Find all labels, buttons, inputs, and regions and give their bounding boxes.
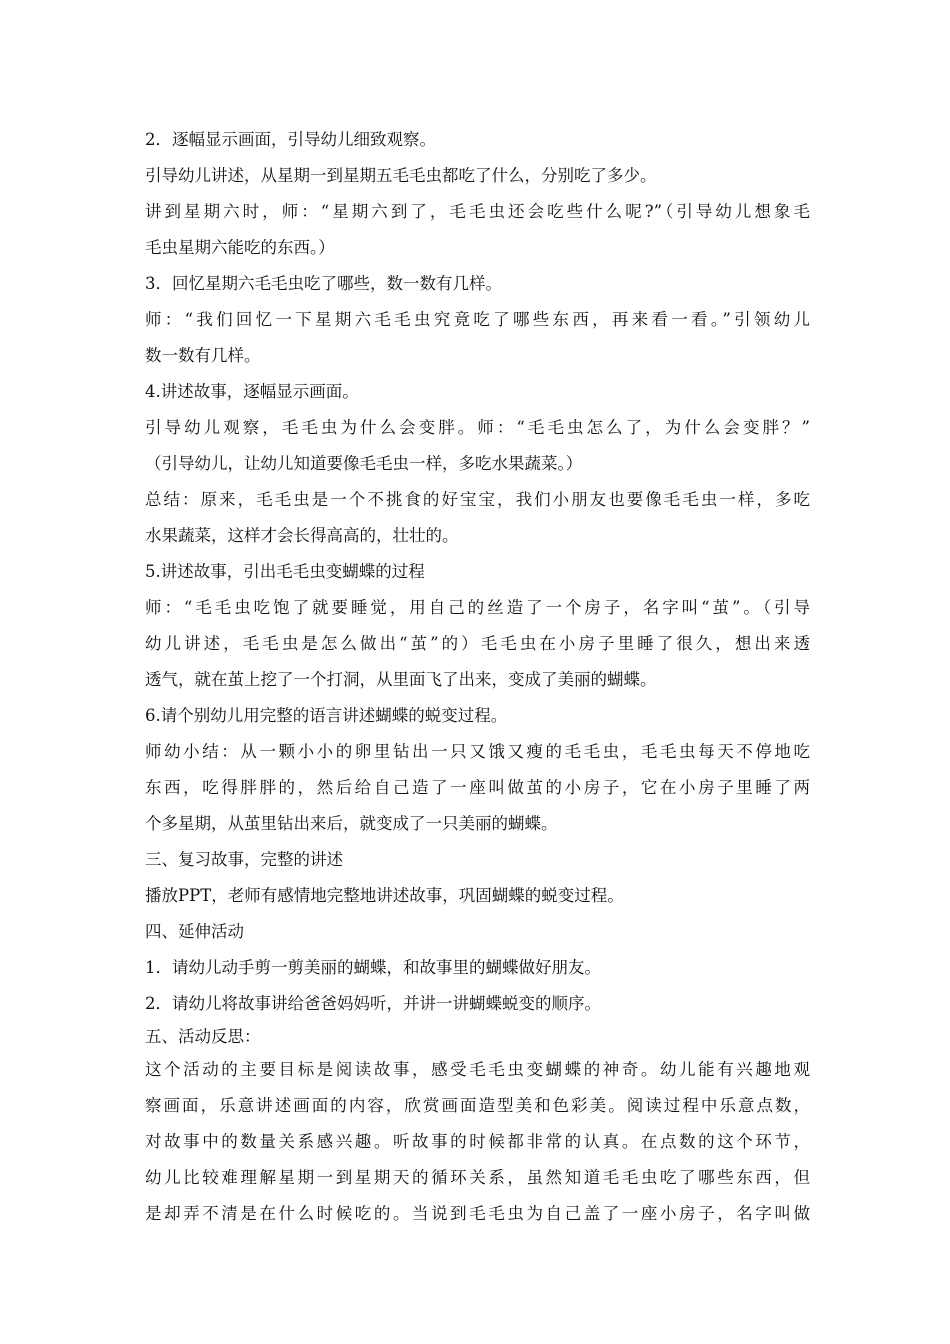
text-line: 个多星期，从茧里钻出来后，就变成了一只美丽的蝴蝶。 [145, 814, 558, 833]
text-line: 播放PPT，老师有感情地完整地讲述故事，巩固蝴蝶的蜕变过程。 [145, 886, 624, 905]
text-line: 师幼小结：从一颗小小的卵里钻出一只又饿又瘦的毛毛虫，毛毛虫每天不停地吃 [145, 742, 810, 761]
text-line: 2．逐幅显示画面，引导幼儿细致观察。 [145, 130, 436, 149]
text-line: 师：“我们回忆一下星期六毛毛虫究竟吃了哪些东西，再来看一看。”引领幼儿 [145, 310, 810, 329]
text-line: 幼儿讲述，毛毛虫是怎么做出“茧”的）毛毛虫在小房子里睡了很久，想出来透 [145, 634, 810, 653]
text-line: 2．请幼儿将故事讲给爸爸妈妈听，并讲一讲蝴蝶蜕变的顺序。 [145, 994, 601, 1013]
text-line: 4.讲述故事，逐幅显示画面。 [145, 382, 359, 401]
text-line: 师：“毛毛虫吃饱了就要睡觉，用自己的丝造了一个房子，名字叫“茧”。（引导 [145, 598, 810, 617]
text-line: 1．请幼儿动手剪一剪美丽的蝴蝶，和故事里的蝴蝶做好朋友。 [145, 958, 601, 977]
document-body [145, 122, 810, 1232]
text-line: （引导幼儿，让幼儿知道要像毛毛虫一样，多吃水果蔬菜。） [145, 454, 583, 473]
text-line: 幼儿比较难理解星期一到星期天的循环关系，虽然知道毛毛虫吃了哪些东西，但 [145, 1168, 810, 1187]
text-line: 对故事中的数量关系感兴趣。听故事的时候都非常的认真。在点数的这个环节， [145, 1132, 810, 1151]
text-line: 五、活动反思： [145, 1027, 261, 1046]
text-line: 总结：原来，毛毛虫是一个不挑食的好宝宝，我们小朋友也要像毛毛虫一样，多吃 [145, 490, 810, 509]
text-line: 透气，就在茧上挖了一个打洞，从里面飞了出来，变成了美丽的蝴蝶。 [145, 670, 657, 689]
text-line: 毛虫星期六能吃的东西。） [145, 238, 335, 257]
text-line: 引导幼儿观察，毛毛虫为什么会变胖。师：“毛毛虫怎么了，为什么会变胖？” [145, 418, 810, 437]
text-line: 6.请个别幼儿用完整的语言讲述蝴蝶的蜕变过程。 [145, 706, 508, 725]
text-line: 讲到星期六时，师：“星期六到了，毛毛虫还会吃些什么呢?”（引导幼儿想象毛 [145, 202, 810, 221]
text-line: 数一数有几样。 [145, 346, 261, 365]
text-line: 三、复习故事，完整的讲述 [145, 850, 343, 869]
text-line: 东西，吃得胖胖的，然后给自己造了一座叫做茧的小房子，它在小房子里睡了两 [145, 778, 810, 797]
text-line: 水果蔬菜，这样才会长得高高的，壮壮的。 [145, 526, 459, 545]
text-line: 引导幼儿讲述，从星期一到星期五毛毛虫都吃了什么，分别吃了多少。 [145, 166, 657, 185]
text-line: 这个活动的主要目标是阅读故事，感受毛毛虫变蝴蝶的神奇。幼儿能有兴趣地观 [145, 1060, 810, 1079]
text-line: 是却弄不清是在什么时候吃的。当说到毛毛虫为自己盖了一座小房子，名字叫做 [145, 1204, 810, 1223]
text-line: 四、延伸活动 [145, 922, 244, 941]
text-line: 5.讲述故事，引出毛毛虫变蝴蝶的过程 [145, 562, 425, 581]
text-line: 察画面，乐意讲述画面的内容，欣赏画面造型美和色彩美。阅读过程中乐意点数， [145, 1096, 810, 1115]
text-line: 3．回忆星期六毛毛虫吃了哪些，数一数有几样。 [145, 274, 502, 293]
